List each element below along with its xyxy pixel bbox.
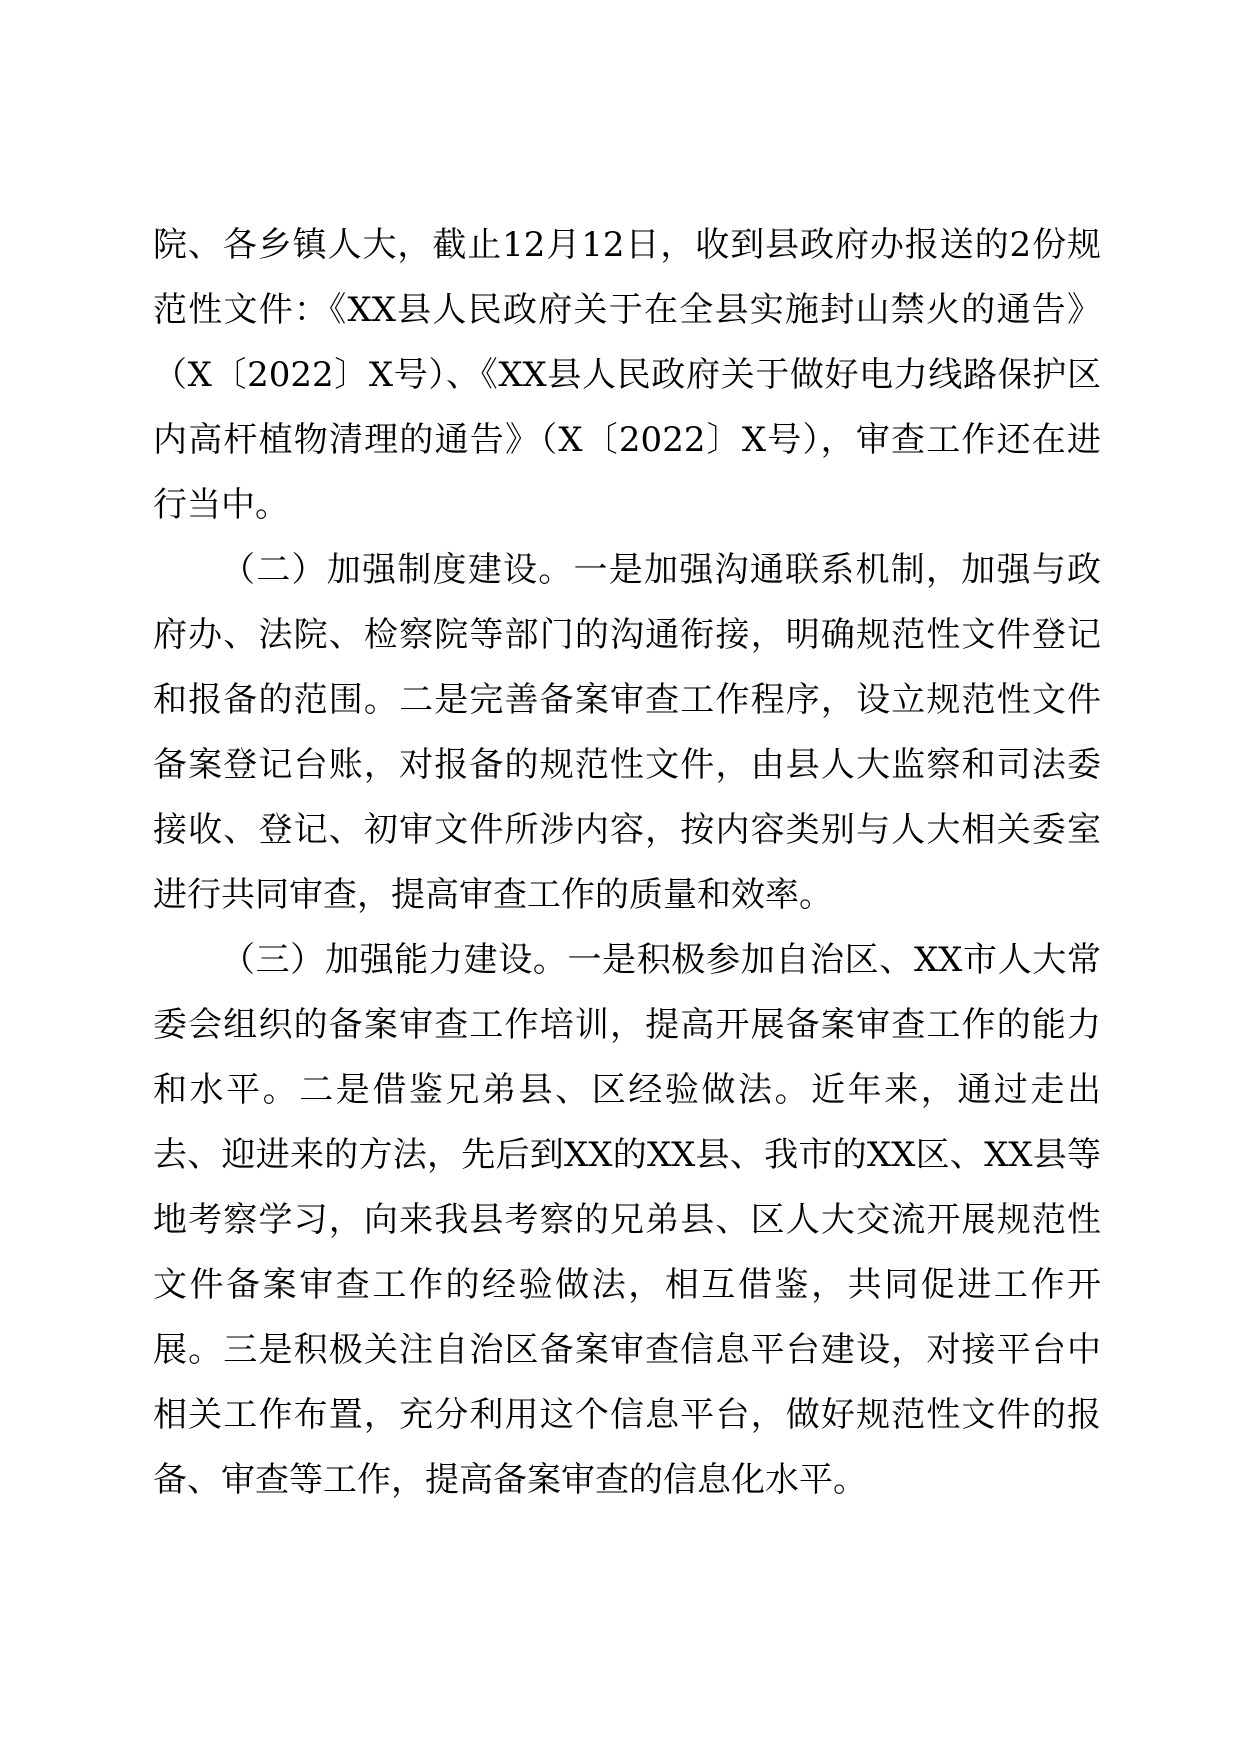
paragraph-system-building: （二）加强制度建设。一是加强沟通联系机制，加强与政府办、法院、检察院等部门的沟通衔接，明确规范性文件登记和报备的范围。二是完善备案审查工作程序，设立规范性文件备案登记台账，对报备的规范性文件，由县人大监察和司法委接收、登记、初审文件所涉内容，按内容类别与人大相关委室进行共同审查，提高审查工作的质量和效率。	[153, 550, 1101, 915]
paragraph-continuation: 院、各乡镇人大，截止12月12日，收到县政府办报送的2份规范性文件：《XX县人民政府关于在全县实施封山禁火的通告》（X〔2022〕X号）、《XX县人民政府关于做好电力线路保护区内高杆植物清理的通告》（X〔2022〕X号），审查工作还在进行当中。	[153, 225, 1101, 525]
document-body	[153, 213, 1101, 1513]
paragraph-capacity-building: （三）加强能力建设。一是积极参加自治区、XX市人大常委会组织的备案审查工作培训，提高开展备案审查工作的能力和水平。二是借鉴兄弟县、区经验做法。近年来，通过走出去、迎进来的方法，先后到XX的XX县、我市的XX区、XX县等地考察学习，向来我县考察的兄弟县、区人大交流开展规范性文件备案审查工作的经验做法，相互借鉴，共同促进工作开展。三是积极关注自治区备案审查信息平台建设，对接平台中相关工作布置，充分利用这个信息平台，做好规范性文件的报备、审查等工作，提高备案审查的信息化水平。	[153, 940, 1101, 1500]
